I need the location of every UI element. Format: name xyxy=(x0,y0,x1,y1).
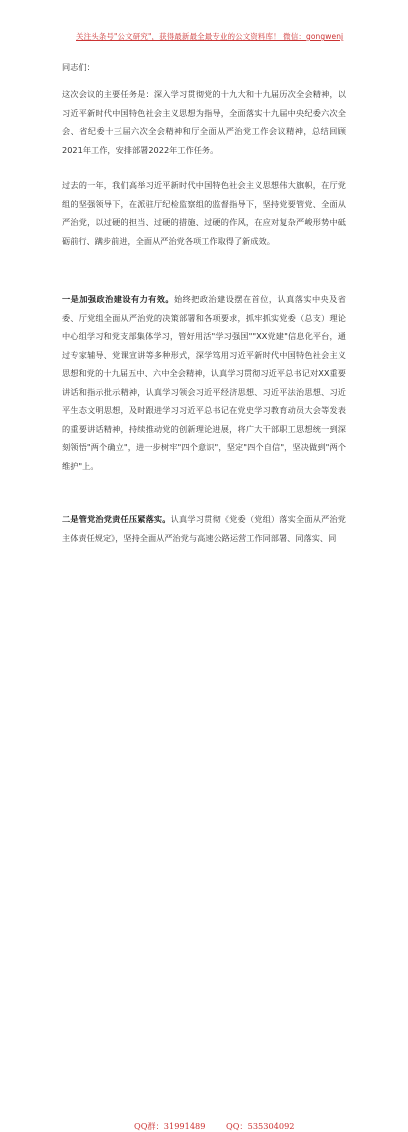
paragraph-body-responsibility: 认真学习贯彻《党委（党组）落实全面从严治党主体责任规定》，坚持全面从严治党与高速公路运营工作同部署、同落实、同 xyxy=(62,514,346,543)
greeting: 同志们： xyxy=(62,62,95,72)
header-banner xyxy=(0,0,408,46)
paragraph-intro: 这次会议的主要任务是：深入学习贯彻党的十九大和十九届历次全会精神，以习近平新时代中国特色社会主义思想为指导，全面落实十九届中央纪委六次全会、省纪委十三届六次全会精神和厅全面从严治党工作会议精神，总结回顾2021年工作，安排部署2022年工作任务。 xyxy=(62,89,346,155)
footer-qq-contact: QQ：535304092 xyxy=(226,1121,295,1131)
paragraph-lead-political: 一是加强政治建设有力有效。 xyxy=(62,294,175,304)
paragraph-body-political: 始终把政治建设摆在首位，认真落实中央及省委、厅党组全面从严治党的决策部署和各项要求，抓牢抓实党委（总支）理论中心组学习和党支部集体学习，管好用活"学习强国""XX党建"信息化平台，通过专家辅导、党课宣讲等多种形式，深学笃用习近平新时代中国特色社会主义思想和党的十九届五中、六中全会精神，认真学习贯彻习近平总书记对XX重要讲话和指示批示精神，认真学习领会习近平经济思想、习近平法治思想、习近平生态文明思想，及时跟进学习习近平总书记在党史学习教育动员大会等发表的重要讲话精神，持续推动党的创新理论进展，将广大干部职工思想统一到深刻领悟"两个确立"，进一步树牢"四个意识"，坚定"四个自信"，坚决做到"两个维护"上。 xyxy=(62,294,346,471)
footer xyxy=(0,560,408,1131)
paragraph-lead-responsibility: 二是管党治党责任压紧落实。 xyxy=(62,514,171,524)
paragraph-review: 过去的一年，我们高举习近平新时代中国特色社会主义思想伟大旗帜，在厅党组的坚强领导下，在派驻厅纪检监察组的监督指导下，坚持党要管党、全面从严治党，以过硬的担当、过硬的措施、过硬的作风，在应对复杂严峻形势中砥砺前行、蹒步前进，全面从严治党各项工作取得了新成效。 xyxy=(62,180,346,246)
paragraph-responsibility xyxy=(62,510,346,547)
paragraph-political-building xyxy=(62,290,346,475)
header-promo-link[interactable]: 关注头条号"公文研究"，获得最新最全最专业的公文资料库！ 微信：gongwenj xyxy=(76,32,344,41)
footer-qq-group: QQ群：31991489 xyxy=(134,1121,206,1131)
